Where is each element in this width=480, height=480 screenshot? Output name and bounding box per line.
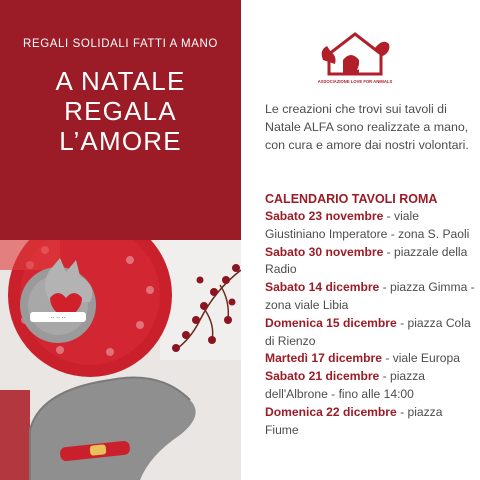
event-day: Domenica 15 dicembre bbox=[265, 315, 397, 330]
list-item bbox=[265, 368, 477, 404]
event-day: Sabato 30 novembre bbox=[265, 244, 384, 259]
headline-line: A NATALE bbox=[55, 66, 186, 96]
list-item bbox=[265, 315, 477, 351]
title-panel bbox=[0, 0, 241, 240]
event-list bbox=[265, 208, 477, 439]
event-place: - viale Giustiniano Imperatore - zona S. Paoli bbox=[265, 209, 470, 241]
intro-text: Le creazioni che trovi sui tavoli di Natale ALFA sono realizzate a mano, con cura e amore dai nostri volontari. bbox=[265, 102, 469, 152]
list-item bbox=[265, 404, 477, 440]
event-place: - piazza dell'Albrone - fino alle 14:00 bbox=[265, 369, 425, 401]
bone-icon bbox=[90, 444, 107, 456]
info-panel bbox=[241, 0, 480, 480]
event-place: - piazza Fiume bbox=[265, 404, 443, 437]
event-day: Sabato 14 dicembre bbox=[265, 280, 380, 295]
svg-text:·· ·· ··: ·· ·· ·· bbox=[50, 315, 66, 322]
event-place: - piazza Cola di Rienzo bbox=[265, 315, 471, 348]
list-item bbox=[265, 279, 477, 315]
list-item bbox=[265, 208, 477, 244]
event-place: - viale Europa bbox=[381, 351, 460, 366]
headline-line: REGALA bbox=[64, 96, 177, 126]
subtitle: REGALI SOLIDALI FATTI A MANO bbox=[23, 38, 218, 50]
calendar-title: CALENDARIO TAVOLI ROMA bbox=[265, 192, 438, 206]
event-place: - piazzale della Radio bbox=[265, 244, 468, 277]
headline-line: L’AMORE bbox=[59, 126, 182, 156]
headline bbox=[0, 66, 241, 156]
event-day: Sabato 23 novembre bbox=[265, 209, 384, 223]
event-day: Sabato 21 dicembre bbox=[265, 369, 380, 384]
event-day: Domenica 22 dicembre bbox=[265, 404, 397, 419]
logo-name: ALFA bbox=[357, 63, 378, 72]
list-item bbox=[265, 244, 477, 280]
event-place: - piazza Gimma - zona viale Libia bbox=[265, 280, 475, 312]
list-item bbox=[265, 350, 477, 368]
alfa-logo-icon bbox=[317, 30, 393, 88]
handmade-gifts-photo bbox=[0, 240, 241, 480]
logo-tagline: ASSOCIAZIONE LOVE FOR ANIMALS bbox=[317, 79, 393, 84]
event-day: Martedì 17 dicembre bbox=[265, 351, 382, 366]
